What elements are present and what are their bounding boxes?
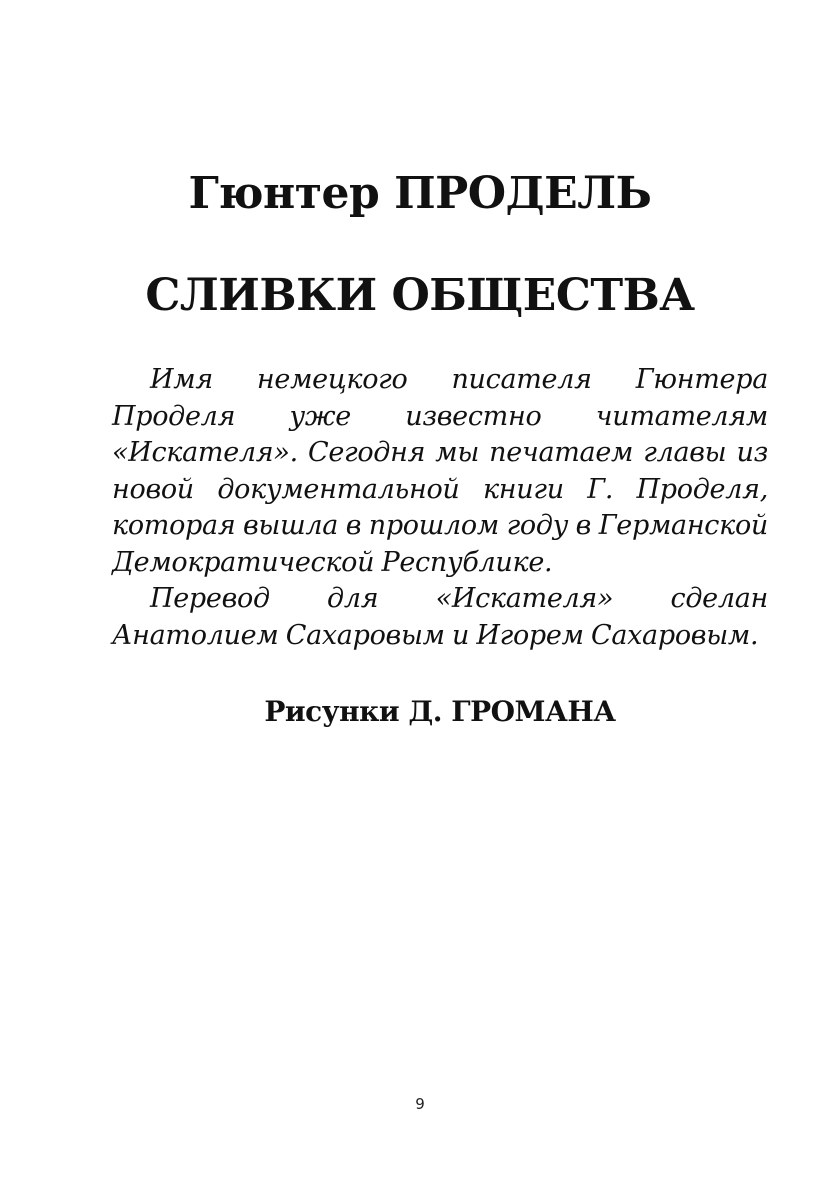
story-title: СЛИВКИ ОБЩЕСТВА — [145, 270, 695, 321]
intro-block — [112, 362, 768, 654]
illustrator-credit: Рисунки Д. ГРОМАНА — [264, 695, 616, 728]
page-number: 9 — [415, 1095, 425, 1113]
intro-paragraph-1: Имя немецкого писателя Гюнтера Проделя уже известно читателям «Искателя». Сегодня мы печатаем главы из новой документальной книги Г. Проделя, которая вышла в прошлом году в Германской Демократической Республике. — [112, 364, 768, 578]
intro-paragraph-2: Перевод для «Искателя» сделан Анатолием Сахаровым и Игорем Сахаровым. — [112, 583, 768, 651]
author-heading: Гюнтер ПРОДЕЛЬ — [188, 168, 652, 219]
